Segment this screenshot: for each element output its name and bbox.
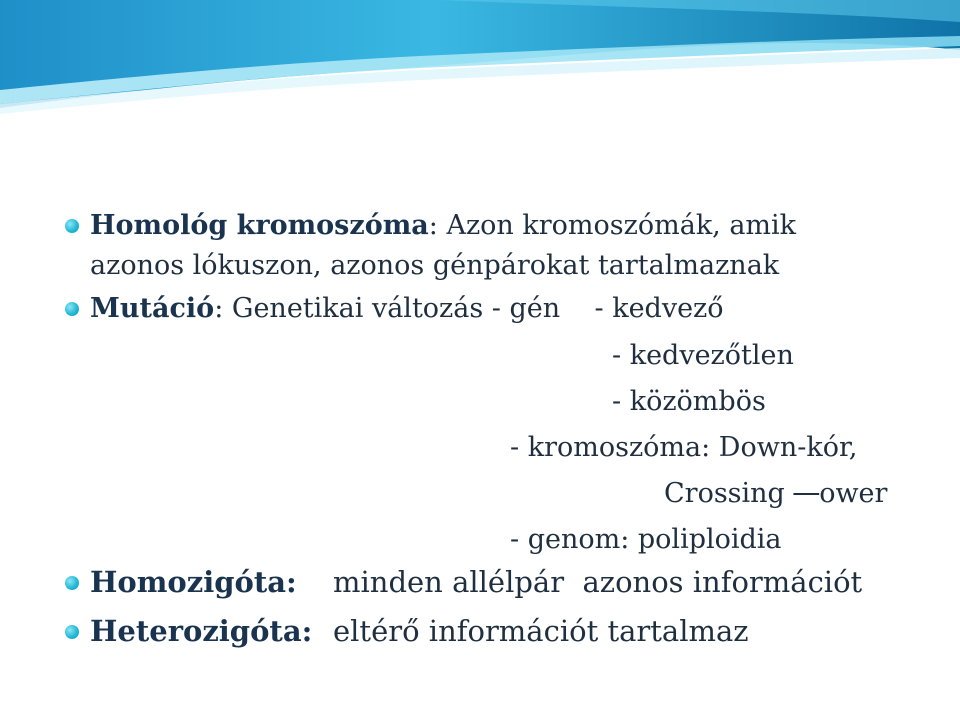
definition-homolog: : Azon kromoszómák, amik (428, 210, 797, 241)
term-heterozigota (90, 615, 312, 647)
bullet-icon (65, 219, 79, 233)
sub-line-kedvezotlen: - kedvezőtlen (612, 340, 794, 371)
definition-mutacio: : Genetikai változás - gén - kedvező (214, 293, 724, 324)
bullet-icon (65, 302, 79, 316)
sub-line-kozombos: - közömbös (612, 386, 766, 417)
term-homozigota-label: Homozigóta: (90, 565, 297, 599)
term-heterozigota-label: Heterozigóta: (90, 614, 313, 648)
sub-line-crossing-over (664, 478, 887, 510)
crossing-strike (793, 478, 819, 509)
bullet-icon (65, 625, 79, 639)
homolog-line (90, 210, 796, 242)
definition-homozigota: minden allélpár azonos információt (333, 565, 863, 599)
sub-line-genom: - genom: poliploidia (510, 524, 782, 555)
definition-heterozigota: eltérő információt tartalmaz (333, 614, 749, 648)
term-mutacio: Mutáció (90, 293, 215, 324)
crossing-text: Crossing (664, 478, 794, 509)
mutacio-line (90, 293, 724, 325)
term-homozigota (90, 566, 297, 598)
crossing-over-text: ower (819, 478, 888, 509)
header-wave-banner (0, 0, 960, 120)
sub-line-kromoszoma: - kromoszóma: Down-kór, (510, 432, 858, 463)
bullet-icon (65, 576, 79, 590)
homolog-continuation: azonos lókuszon, azonos génpárokat tartalmaznak (90, 250, 780, 281)
term-homolog: Homológ kromoszóma (90, 210, 429, 241)
